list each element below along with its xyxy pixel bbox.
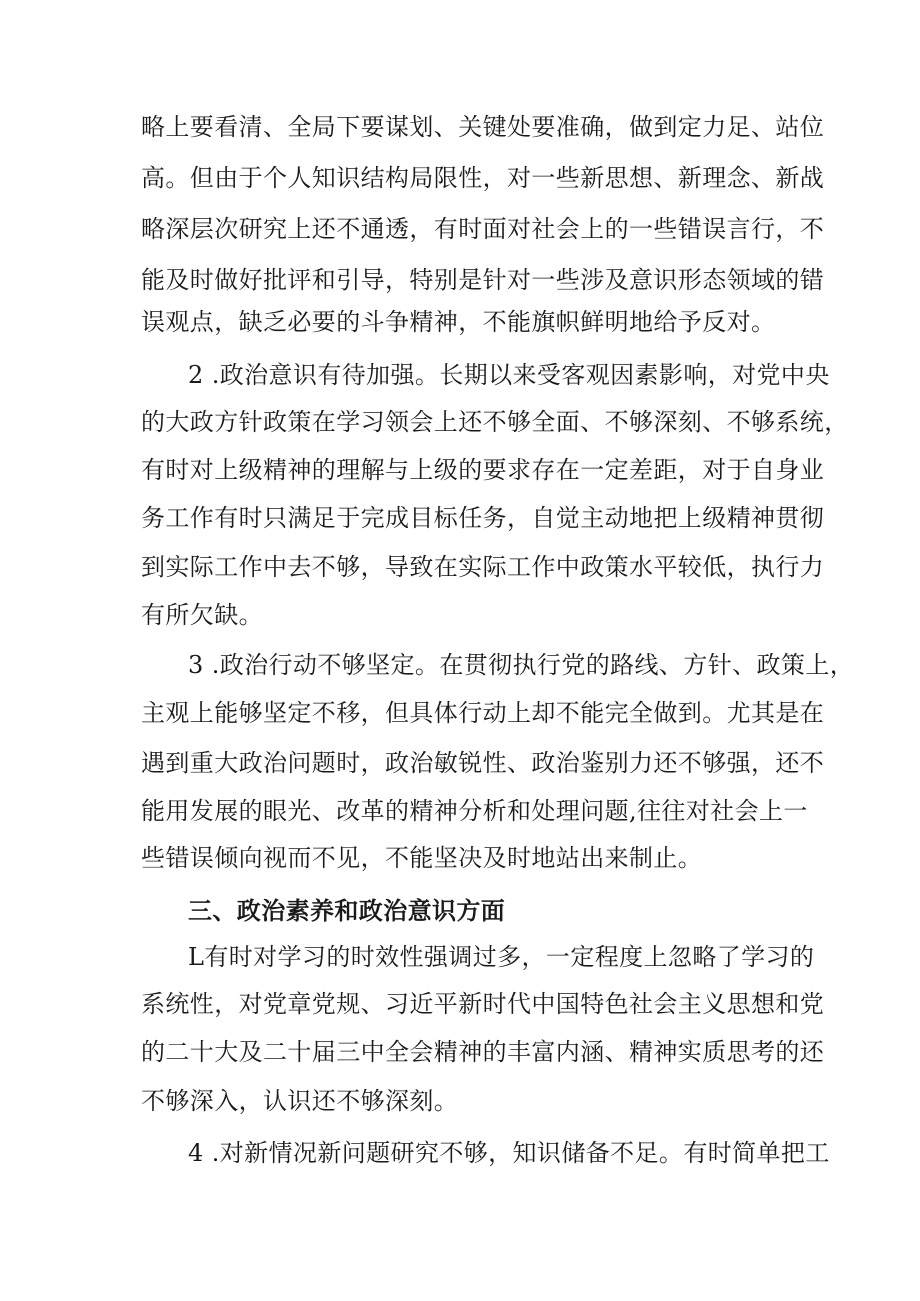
paragraph-line: 些错误倾向视而不见，不能坚决及时地站出来制止。 <box>141 844 703 872</box>
paragraph-line: 的二十大及二十届三中全会精神的丰富内涵、精神实质思考的还 <box>141 1038 825 1066</box>
section-heading: 三、政治素养和政治意识方面 <box>188 896 506 925</box>
paragraph-line: 主观上能够坚定不移，但具体行动上却不能完全做到。尤其是在 <box>141 699 825 727</box>
paragraph-line: 系统性，对党章党规、习近平新时代中国特色社会主义思想和党 <box>141 990 825 1018</box>
paragraph-line: 高。但由于个人知识结构局限性，对一些新思想、新理念、新战 <box>141 164 825 192</box>
paragraph-line: 能用发展的眼光、改革的精神分析和处理问题,往往对社会上一 <box>141 797 808 825</box>
paragraph-line: 务工作有时只满足于完成目标任务，自觉主动地把上级精神贯彻 <box>141 504 825 532</box>
paragraph-line: 的大政方针政策在学习领会上还不够全面、不够深刻、不够系统， <box>141 408 849 436</box>
paragraph-line: 有所欠缺。 <box>141 601 263 629</box>
paragraph-line: 不够深入，认识还不够深刻。 <box>141 1087 459 1115</box>
paragraph-line: 有时对上级精神的理解与上级的要求存在一定差距，对于自身业 <box>141 456 825 484</box>
paragraph-line: 略深层次研究上还不通透，有时面对社会上的一些错误言行，不 <box>141 215 825 243</box>
paragraph-line: 到实际工作中去不够，导致在实际工作中政策水平较低，执行力 <box>141 553 825 581</box>
paragraph-line: 3 .政治行动不够坚定。在贯彻执行党的路线、方针、政策上， <box>188 651 855 679</box>
paragraph-line: 误观点，缺乏必要的斗争精神，不能旗帜鲜明地给予反对。 <box>141 308 776 336</box>
paragraph-line: 2 .政治意识有待加强。长期以来受客观因素影响，对党中央 <box>188 361 830 389</box>
paragraph-line: L有时对学习的时效性强调过多，一定程度上忽略了学习的 <box>188 943 815 971</box>
paragraph-line: 4 .对新情况新问题研究不够，知识储备不足。有时简单把工 <box>188 1139 830 1167</box>
paragraph-line: 遇到重大政治问题时，政治敏锐性、政治鉴别力还不够强，还不 <box>141 749 825 777</box>
paragraph-line: 能及时做好批评和引导，特别是针对一些涉及意识形态领域的错 <box>141 266 825 294</box>
paragraph-line: 略上要看清、全局下要谋划、关键处要准确，做到定力足、站位 <box>141 113 825 141</box>
